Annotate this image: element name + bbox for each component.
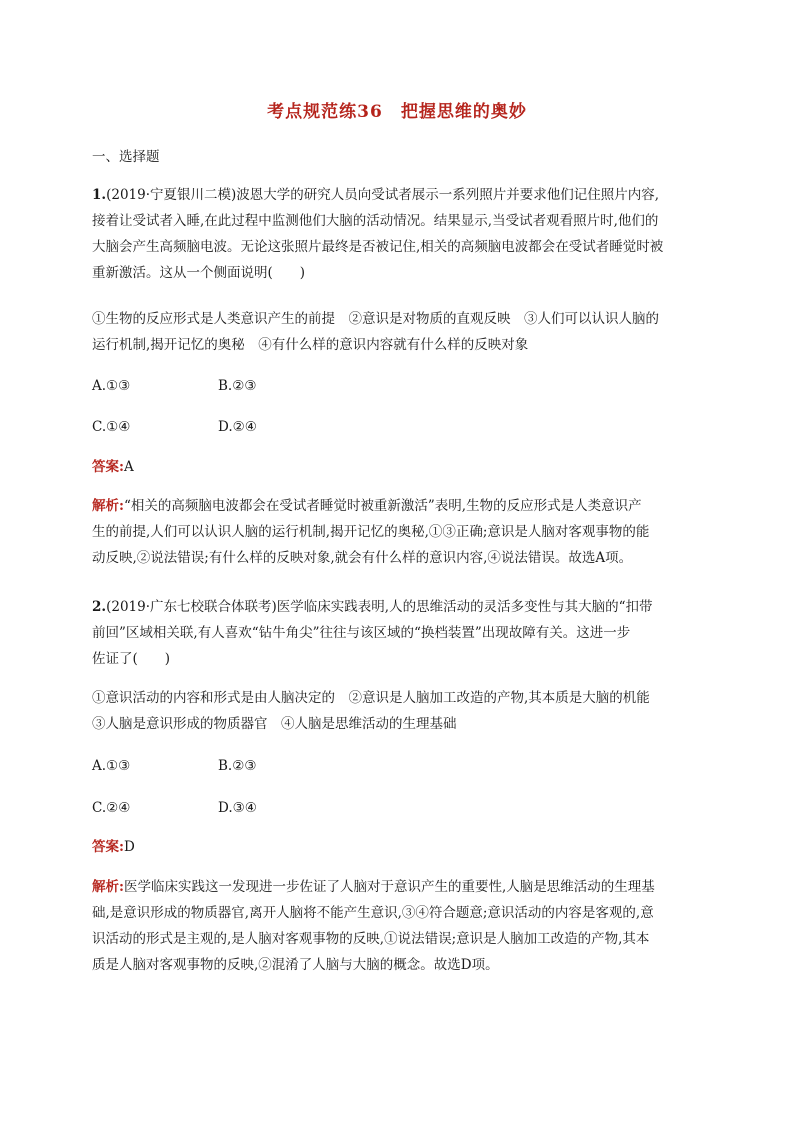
stem-line: 重新激活。这从一个侧面说明( ): [92, 265, 306, 281]
explanation-line: [92, 493, 702, 519]
stem-text: (2019·宁夏银川二模)波恩大学的研究人员向受试者展示一系列照片并要求他们记住照片内容,: [106, 187, 660, 203]
page-title: 考点规范练36 把握思维的奥妙: [267, 102, 527, 122]
stem-line: 佐证了( ): [92, 651, 171, 667]
question-1-stem: [92, 182, 702, 286]
choice-c: C.②④: [92, 800, 131, 816]
stem-line: 大脑会产生高频脑电波。无论这张照片最终是否被记住,相关的高频脑电波都会在受试者睡觉时被: [92, 239, 664, 255]
question-2-answer: [92, 834, 702, 860]
statement-line: ③人脑是意识形成的物质器官 ④人脑是思维活动的生理基础: [92, 716, 457, 732]
stem-line: [92, 594, 702, 620]
explanation-line: [92, 874, 702, 900]
question-number: 2.: [92, 599, 107, 615]
explanation-line: 础,是意识形成的物质器官,离开人脑将不能产生意识,③④符合题意;意识活动的内容是客观的,意: [92, 905, 654, 921]
stem-line: 接着让受试者入睡,在此过程中监测他们大脑的活动情况。结果显示,当受试者观看照片时,他们的: [92, 213, 659, 229]
statement-line: ①生物的反应形式是人类意识产生的前提 ②意识是对物质的直观反映 ③人们可以认识人脑的: [92, 311, 659, 327]
question-1-statements: [92, 306, 702, 358]
question-2-stem: [92, 594, 702, 672]
choice-a: A.①③: [92, 758, 131, 774]
question-2-choices-cd: [92, 795, 702, 821]
stem-line: [92, 182, 702, 208]
statement-line: ①意识活动的内容和形式是由人脑决定的 ②意识是人脑加工改造的产物,其本质是大脑的机能: [92, 690, 650, 706]
choice-c: C.①④: [92, 419, 131, 435]
answer-label: 答案:: [92, 839, 124, 855]
question-1-answer: [92, 454, 702, 480]
explanation-label: 解析:: [92, 498, 124, 514]
choice-b: B.②③: [218, 758, 257, 774]
explanation-line: 生的前提,人们可以认识人脑的运行机制,揭开记忆的奥秘,①③正确;意识是人脑对客观事物的能: [92, 524, 650, 540]
statement-line: 运行机制,揭开记忆的奥秘 ④有什么样的意识内容就有什么样的反映对象: [92, 337, 529, 353]
stem-line: 前回”区域相关联,有人喜欢“钻牛角尖”往往与该区域的“换档装置”出现故障有关。这进一步: [92, 625, 631, 641]
question-1-choices-cd: [92, 414, 702, 440]
question-1-explanation: [92, 493, 702, 571]
choice-d: D.②④: [218, 419, 257, 435]
explanation-line: 质是人脑对客观事物的反映,②混淆了人脑与大脑的概念。故选D项。: [92, 957, 499, 973]
choice-b: B.②③: [218, 378, 257, 394]
choice-a: A.①③: [92, 378, 131, 394]
stem-text: (2019·广东七校联合体联考)医学临床实践表明,人的思维活动的灵活多变性与其大脑的“扣带: [106, 599, 653, 615]
explanation-line: 动反映,②说法错误;有什么样的反映对象,就会有什么样的意识内容,④说法错误。故选A项。: [92, 550, 633, 566]
question-2-statements: [92, 685, 702, 737]
answer-label: 答案:: [92, 459, 124, 475]
section-heading: 一、选择题: [92, 149, 160, 165]
answer-value: A: [123, 459, 134, 475]
question-2-explanation: [92, 874, 702, 978]
question-2-choices-ab: [92, 753, 702, 779]
answer-value: D: [123, 839, 135, 855]
explanation-text: 医学临床实践这一发现进一步佐证了人脑对于意识产生的重要性,人脑是思维活动的生理基: [123, 879, 655, 895]
choice-d: D.③④: [218, 800, 257, 816]
question-1-choices-ab: [92, 373, 702, 399]
question-number: 1.: [92, 187, 107, 203]
explanation-text: “相关的高频脑电波都会在受试者睡觉时被重新激活”表明,生物的反应形式是人类意识产: [123, 498, 642, 514]
explanation-line: 识活动的形式是主观的,是人脑对客观事物的反映,①说法错误;意识是人脑加工改造的产物,其本: [92, 931, 650, 947]
explanation-label: 解析:: [92, 879, 124, 895]
